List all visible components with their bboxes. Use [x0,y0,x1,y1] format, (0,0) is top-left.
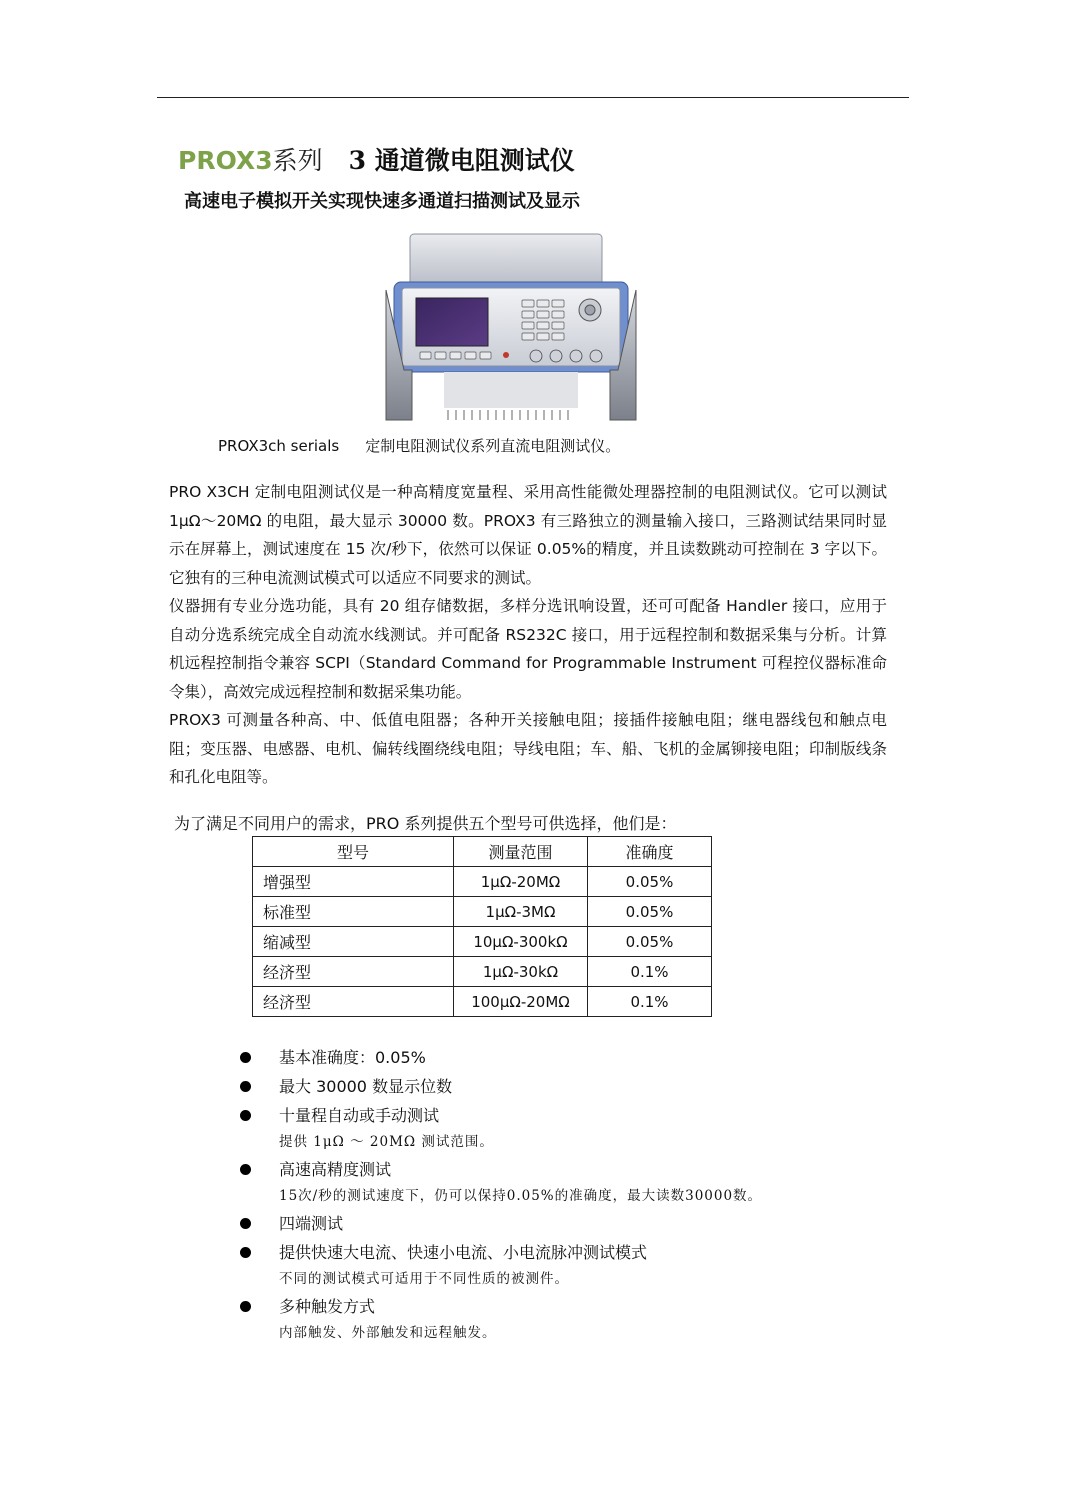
bullet-icon [240,1218,251,1229]
table-row [253,957,712,987]
cell-range: 1μΩ-3MΩ [454,897,588,927]
feature-item [240,1043,880,1072]
image-caption [218,435,620,456]
cell-accuracy: 0.05% [588,867,712,897]
feature-note: 内部触发、外部触发和远程触发。 [279,1325,497,1341]
bullet-icon [240,1081,251,1092]
paragraph-features: 仪器拥有专业分选功能，具有 20 组存储数据，多样分选讯响设置，还可可配备 Handler 接口，应用于自动分选系统完成全自动流水线测试。并可配备 RS232C 接口，用于远程控制和数据采集与分析。计算机远程控制指令兼容 SCPI（Standard Command for Programmable Instrument 可程控仪器标准命令集），高效完成远程控制和数据采集功能。 [169,597,887,701]
feature-list [240,1043,880,1346]
feature-item [240,1155,880,1209]
caption-text: 定制电阻测试仪系列直流电阻测试仪。 [365,437,621,455]
feature-item [240,1072,880,1101]
feature-label: 最大 30000 数显示位数 [279,1077,453,1096]
feature-item [240,1209,880,1238]
cell-accuracy: 0.1% [588,957,712,987]
cell-model: 经济型 [253,957,454,987]
feature-item [240,1292,880,1346]
paragraph-applications: PROX3 可测量各种高、中、低值电阻器；各种开关接触电阻；接插件接触电阻；继电器线包和触点电阻；变压器、电感器、电机、偏转线圈绕线电阻；导线电阻；车、船、飞机的金属铆接电阻；印制版线条和孔化电阻等。 [169,711,887,786]
bullet-icon [240,1247,251,1258]
table-row [253,987,712,1017]
table-row [253,927,712,957]
feature-label: 高速高精度测试 [279,1160,392,1179]
feature-item [240,1238,880,1292]
cell-model: 缩减型 [253,927,454,957]
header-accuracy: 准确度 [588,837,712,867]
bullet-icon [240,1110,251,1121]
feature-note: 提供 1μΩ ～ 20MΩ 测试范围。 [279,1134,494,1150]
header-range: 测量范围 [454,837,588,867]
page-title [178,141,575,177]
feature-note: 不同的测试模式可适用于不同性质的被测件。 [279,1271,569,1287]
cell-accuracy: 0.05% [588,897,712,927]
bullet-icon [240,1301,251,1312]
page-subtitle: 高速电子模拟开关实现快速多通道扫描测试及显示 [184,191,580,212]
cell-range: 1μΩ-20MΩ [454,867,588,897]
cell-range: 100μΩ-20MΩ [454,987,588,1017]
cell-model: 经济型 [253,987,454,1017]
feature-label: 十量程自动或手动测试 [279,1106,440,1125]
cell-model: 增强型 [253,867,454,897]
instrument-image [384,230,638,422]
cell-range: 1μΩ-30kΩ [454,957,588,987]
bullet-icon [240,1052,251,1063]
product-name: 3 通道微电阻测试仪 [348,146,575,175]
feature-item [240,1101,880,1155]
table-row [253,867,712,897]
feature-label: 基本准确度：0.05% [279,1048,426,1067]
feature-label: 多种触发方式 [279,1297,376,1316]
header-model: 型号 [253,837,454,867]
cell-range: 10μΩ-300kΩ [454,927,588,957]
table-intro: 为了满足不同用户的需求，PRO 系列提供五个型号可供选择，他们是： [174,814,677,833]
cell-accuracy: 0.1% [588,987,712,1017]
caption-model: PROX3ch serials [218,437,340,455]
feature-label: 四端测试 [279,1214,344,1233]
table-row [253,897,712,927]
header-rule [157,97,909,98]
feature-note: 15次/秒的测试速度下，仍可以保持0.05%的准确度，最大读数30000数。 [279,1188,763,1204]
feature-label: 提供快速大电流、快速小电流、小电流脉冲测试模式 [279,1243,648,1262]
paragraph-overview: PRO X3CH 定制电阻测试仪是一种高精度宽量程、采用高性能微处理器控制的电阻测试仪。它可以测试 1μΩ～20MΩ 的电阻，最大显示 30000 数。PROX3 有三路独立的测量输入接口，三路测试结果同时显示在屏幕上，测试速度在 15 次/秒下，依然可以保证 0.05%的精度，并且读数跳动可控制在 3 字以下。它独有的三种电流测试模式可以适应不同要求的测试。 [169,483,887,587]
table-header-row [253,837,712,867]
cell-accuracy: 0.05% [588,927,712,957]
bullet-icon [240,1164,251,1175]
brand-name: PROX3 [178,146,273,175]
cell-model: 标准型 [253,897,454,927]
series-label: 系列 [272,146,323,175]
model-table [252,836,712,1017]
